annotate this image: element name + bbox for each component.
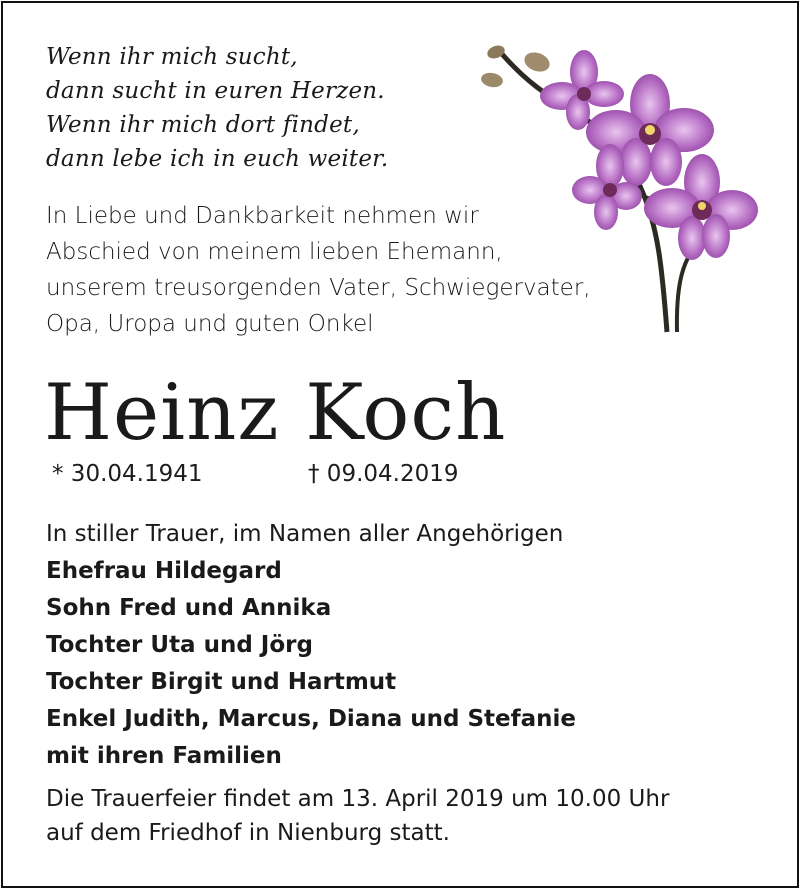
poem-line: dann sucht in euren Herzen. [46,78,385,104]
intro-line: Opa, Uropa und guten Onkel [46,311,374,337]
poem-line: dann lebe ich in euch weiter. [46,146,389,172]
mourner-name: Tochter Birgit und Hartmut [46,669,397,695]
mourner-name: Enkel Judith, Marcus, Diana und Stefanie [46,706,576,732]
poem-line: Wenn ihr mich sucht, [46,44,298,70]
mourners-intro: In stiller Trauer, im Namen aller Angehörigen [46,521,564,547]
intro-line: unserem treusorgenden Vater, Schwiegervater, [46,275,591,301]
deceased-name: Heinz Koch [44,368,507,458]
service-line: Die Trauerfeier findet am 13. April 2019 um 10.00 Uhr [46,786,670,812]
mourner-name: Tochter Uta und Jörg [46,632,313,658]
poem-line: Wenn ihr mich dort findet, [46,112,360,138]
intro-line: In Liebe und Dankbarkeit nehmen wir [46,203,479,229]
intro-line: Abschied von meinem lieben Ehemann, [46,239,503,265]
mourner-name: mit ihren Familien [46,743,282,769]
intro-text [46,198,591,342]
mourners-block [46,516,576,775]
service-line: auf dem Friedhof in Nienburg statt. [46,820,450,846]
service-info [46,782,669,850]
mourner-name: Ehefrau Hildegard [46,558,282,584]
mourner-name: Sohn Fred und Annika [46,595,332,621]
birth-date: * 30.04.1941 [52,461,203,487]
poem [46,40,388,176]
death-date: † 09.04.2019 [308,461,459,487]
